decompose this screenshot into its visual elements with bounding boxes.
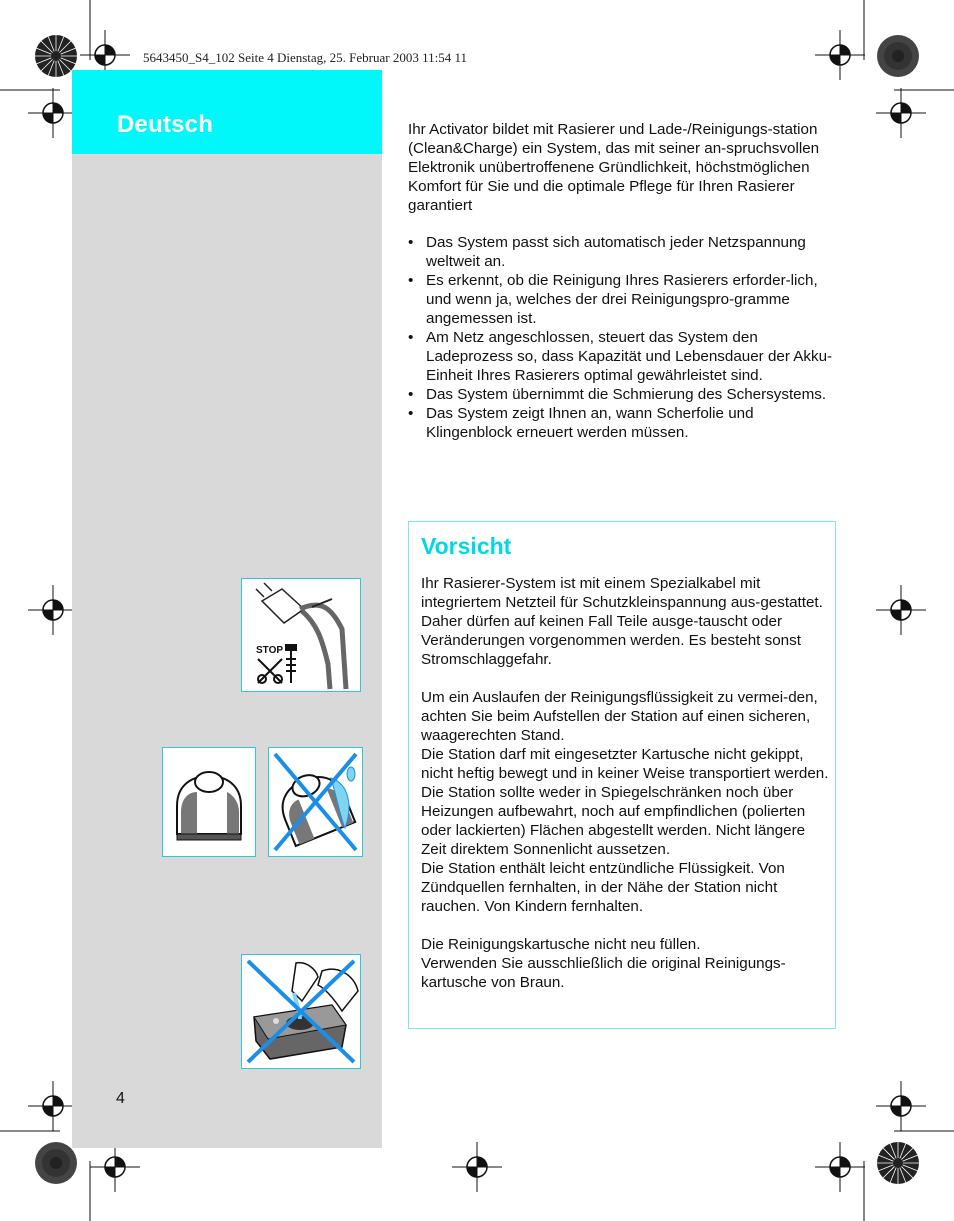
caution-paragraph: Ihr Rasierer-System ist mit einem Spezialkabel mit integriertem Netzteil für Schutzkleinspannung aus-gestattet. Daher dürfen auf keinen Fall Teile ausge-tauscht oder Veränderungen vorgenommen werden. Es besteht sonst Stromschlaggefahr. bbox=[421, 575, 823, 668]
list-item: • Das System passt sich automatisch jeder Netzspannung weltweit an. bbox=[408, 233, 840, 271]
caution-title: Vorsicht bbox=[421, 533, 512, 559]
caution-text bbox=[421, 574, 831, 992]
intro-text: Ihr Activator bildet mit Rasierer und Lade-/Reinigungs-station (Clean&Charge) ein System, das mit seiner an-spruchsvollen Elektronik unübertroffenene Gründlichkeit, höchstmöglichen Komfort für Sie und die optimale Pflege für Ihren Rasierer garantiert bbox=[408, 121, 820, 214]
caution-paragraph: Die Station sollte weder in Spiegelschränken noch über Heizungen aufbewahrt, noch auf empfindlichen (polierten oder lackierten) Flächen abgestellt werden. Nicht längere Zeit direktem Sonnenlicht aussetzen. bbox=[421, 784, 806, 858]
language-title: Deutsch bbox=[117, 111, 214, 138]
list-item: • Das System zeigt Ihnen an, wann Scherfolie und Klingenblock erneuert werden müssen. bbox=[408, 404, 840, 442]
intro-paragraph bbox=[408, 120, 840, 215]
page-number: 4 bbox=[116, 1090, 125, 1107]
plug-cable-figure bbox=[241, 578, 361, 692]
print-slug: 5643450_S4_102 Seite 4 Dienstag, 25. Februar 2003 11:54 11 bbox=[143, 50, 468, 65]
list-item: • Am Netz angeschlossen, steuert das System den Ladeprozess so, dass Kapazität und Lebensdauer der Akku-Einheit Ihres Rasierers optimal gewährleistet sind. bbox=[408, 328, 840, 385]
stop-symbol-icon: STOP bbox=[256, 645, 284, 656]
caution-paragraph: Die Station enthält leicht entzündliche Flüssigkeit. Von Zündquellen fernhalten, in der Nähe der Station nicht rauchen. Von Kindern fernhalten. bbox=[421, 860, 785, 915]
refill-crossed-figure bbox=[241, 954, 361, 1069]
station-upright-figure bbox=[162, 747, 256, 857]
list-item: • Es erkennt, ob die Reinigung Ihres Rasierers erforder-lich, und wenn ja, welches der drei Reinigungspro-gramme angemessen ist. bbox=[408, 271, 840, 328]
station-tilted-crossed-figure bbox=[268, 747, 363, 857]
caution-paragraph: Die Station darf mit eingesetzter Kartusche nicht gekippt, nicht heftig bewegt und in keiner Weise transportiert werden. bbox=[421, 746, 829, 782]
list-item: • Das System übernimmt die Schmierung des Schersystems. bbox=[408, 385, 840, 404]
caution-paragraph: Die Reinigungskartusche nicht neu füllen. bbox=[421, 936, 701, 953]
caution-paragraph: Um ein Auslaufen der Reinigungsflüssigkeit zu vermei-den, achten Sie beim Aufstellen der Station auf einen sicheren, waagerechten Stand. bbox=[421, 689, 818, 744]
feature-list bbox=[408, 233, 840, 442]
caution-paragraph: Verwenden Sie ausschließlich die original Reinigungs-kartusche von Braun. bbox=[421, 955, 786, 991]
